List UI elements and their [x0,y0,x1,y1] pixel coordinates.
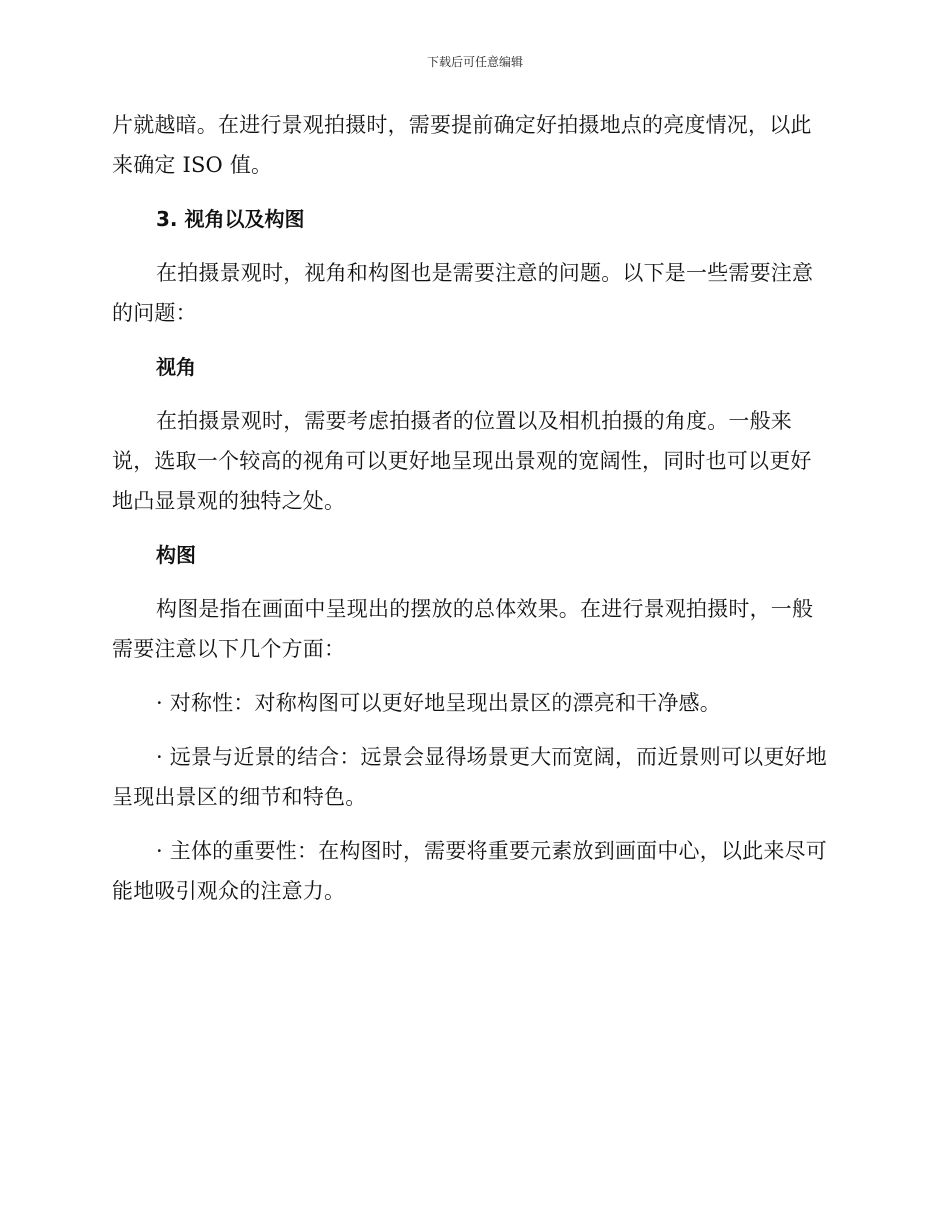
bullet-item: · 对称性：对称构图可以更好地呈现出景区的漂亮和干净感。 [156,691,721,715]
section-heading: 3. 视角以及构图 [156,207,305,231]
document-body [112,105,832,911]
paragraph-continuation: 片就越暗。在进行景观拍摄时，需要提前确定好拍摄地点的亮度情况，以此来确定 ISO 值。 [112,113,812,177]
page-header: 下载后可任意编辑 [426,55,523,69]
bullet-item: · 主体的重要性：在构图时，需要将重要元素放到画面中心，以此来尽可能地吸引观众的注意力。 [112,839,827,903]
paragraph-composition: 构图是指在画面中呈现出的摆放的总体效果。在进行景观拍摄时，一般需要注意以下几个方面： [112,597,814,661]
subheading-composition: 构图 [156,543,196,567]
paragraph-intro: 在拍摄景观时，视角和构图也是需要注意的问题。以下是一些需要注意的问题： [112,261,814,325]
subheading-view: 视角 [156,355,196,379]
paragraph-view: 在拍摄景观时，需要考虑拍摄者的位置以及相机拍摄的角度。一般来说，选取一个较高的视角可以更好地呈现出景观的宽阔性，同时也可以更好地凸显景观的独特之处。 [112,409,812,513]
bullet-item: · 远景与近景的结合：远景会显得场景更大而宽阔，而近景则可以更好地呈现出景区的细节和特色。 [112,745,827,809]
